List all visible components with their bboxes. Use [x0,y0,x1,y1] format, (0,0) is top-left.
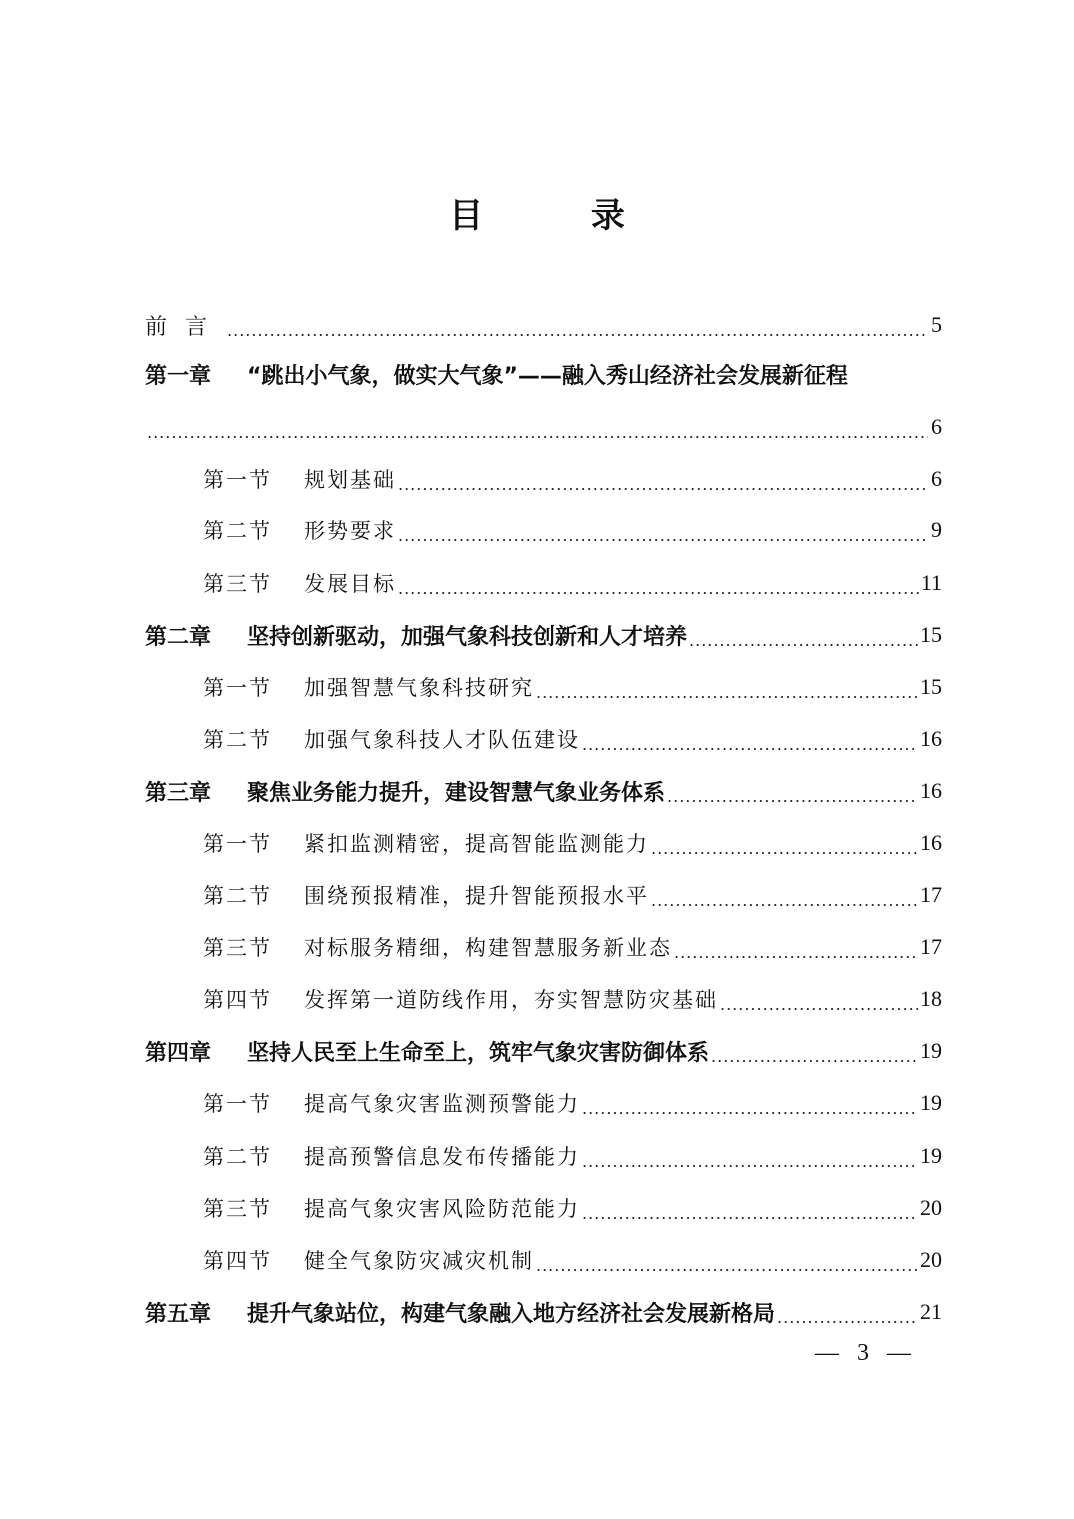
page-title: 目 录 [449,196,673,236]
dot-leader [147,416,928,438]
toc-section-title: 围绕预报精准，提升智能预报水平 [304,884,649,908]
toc-section[interactable] [145,823,942,863]
toc-section-title: 加强智慧气象科技研究 [304,676,534,700]
toc-chapter-number: 第五章 [145,1301,212,1327]
dot-leader [651,884,918,906]
toc-chapter-title: 聚焦业务能力提升，建设智慧气象业务体系 [247,780,666,806]
dot-leader [582,1197,918,1219]
toc-page-number: 16 [920,778,942,803]
toc-section[interactable] [145,510,942,550]
toc-section-title: 健全气象防灾减灾机制 [304,1249,534,1273]
toc-section-number: 第一节 [203,1092,272,1116]
dot-leader [536,676,918,698]
toc-section-title: 对标服务精细，构建智慧服务新业态 [304,936,672,960]
toc-section-number: 第三节 [203,572,272,596]
toc-page-number: 17 [920,934,942,959]
toc-page-number: 15 [920,674,942,699]
toc-section[interactable] [145,1240,942,1280]
dot-leader [667,780,918,802]
toc-section-number: 第一节 [203,468,272,492]
toc-section[interactable] [145,979,942,1019]
toc-page-number: 9 [931,517,942,542]
toc-section[interactable] [145,667,942,707]
toc-section[interactable] [145,563,942,603]
toc-section-title: 提高预警信息发布传播能力 [304,1145,580,1169]
toc-page-number: 20 [920,1247,942,1272]
dot-leader [536,1249,918,1271]
toc-entry-label: 前言 [145,314,226,340]
dot-leader [674,936,918,958]
toc-chapter-2[interactable] [145,615,942,655]
dot-leader [582,1145,918,1167]
toc-page-number: 5 [931,312,942,337]
dot-leader [227,314,928,336]
toc-page-number: 16 [920,830,942,855]
toc-section[interactable] [145,1083,942,1123]
toc-chapter-1[interactable] [145,354,942,394]
dot-leader [582,1092,918,1114]
toc-section[interactable] [145,875,942,915]
toc-section[interactable] [145,719,942,759]
toc-section-number: 第二节 [203,728,272,752]
dot-leader [582,728,918,750]
toc-chapter-3[interactable] [145,771,942,811]
toc-page-number: 15 [920,622,942,647]
toc-entry-preface[interactable] [145,305,942,345]
toc-section-title: 提高气象灾害监测预警能力 [304,1092,580,1116]
toc-section[interactable] [145,1136,942,1176]
toc-chapter-number: 第四章 [145,1040,212,1066]
toc-section[interactable] [145,1188,942,1228]
toc-section-title: 加强气象科技人才队伍建设 [304,728,580,752]
toc-section-number: 第二节 [203,519,272,543]
toc-page-number: 17 [920,882,942,907]
toc-section-title: 提高气象灾害风险防范能力 [304,1197,580,1221]
toc-page-number: 6 [931,414,942,439]
dot-leader [777,1301,918,1323]
toc-chapter-title: 提升气象站位，构建气象融入地方经济社会发展新格局 [247,1301,776,1327]
toc-page-number: 16 [920,726,942,751]
toc-page-number: 20 [920,1195,942,1220]
dot-leader [711,1040,918,1062]
dot-leader [398,468,928,490]
toc-section-title: 紧扣监测精密，提高智能监测能力 [304,832,649,856]
toc-section-number: 第一节 [203,832,272,856]
toc-chapter-1-continuation[interactable] [145,407,942,447]
toc-chapter-4[interactable] [145,1031,942,1071]
page-footer-number: — 3 — [815,1340,917,1366]
toc-section-number: 第四节 [203,988,272,1012]
dot-leader [398,519,928,541]
toc-section-number: 第二节 [203,1145,272,1169]
toc-chapter-number: 第二章 [145,624,212,650]
toc-chapter-title: “跳出小气象，做实大气象”——融入秀山经济社会发展新征程 [247,363,848,389]
dot-leader [398,572,919,594]
toc-section-title: 形势要求 [304,519,396,543]
toc-section-number: 第三节 [203,936,272,960]
dot-leader [689,624,918,646]
toc-page-number: 19 [920,1090,942,1115]
toc-section-title: 发展目标 [304,572,396,596]
toc-section-title: 发挥第一道防线作用，夯实智慧防灾基础 [304,988,718,1012]
toc-chapter-title: 坚持创新驱动，加强气象科技创新和人才培养 [247,624,688,650]
dot-leader [651,832,918,854]
toc-chapter-number: 第三章 [145,780,212,806]
toc-page-number: 6 [931,466,942,491]
toc-page-number: 19 [920,1143,942,1168]
dot-leader [720,988,918,1010]
toc-section-number: 第二节 [203,884,272,908]
toc-page-number: 11 [920,570,942,595]
toc-chapter-5[interactable] [145,1292,942,1332]
toc-chapter-title: 坚持人民至上生命至上，筑牢气象灾害防御体系 [247,1040,710,1066]
toc-section[interactable] [145,927,942,967]
toc-section-number: 第四节 [203,1249,272,1273]
toc-section-title: 规划基础 [304,468,396,492]
toc-page-number: 19 [920,1038,942,1063]
toc-section-number: 第三节 [203,1197,272,1221]
toc-chapter-number: 第一章 [145,363,212,389]
toc-section[interactable] [145,459,942,499]
toc-section-number: 第一节 [203,676,272,700]
toc-page-number: 18 [920,986,942,1011]
toc-page-number: 21 [920,1299,942,1324]
